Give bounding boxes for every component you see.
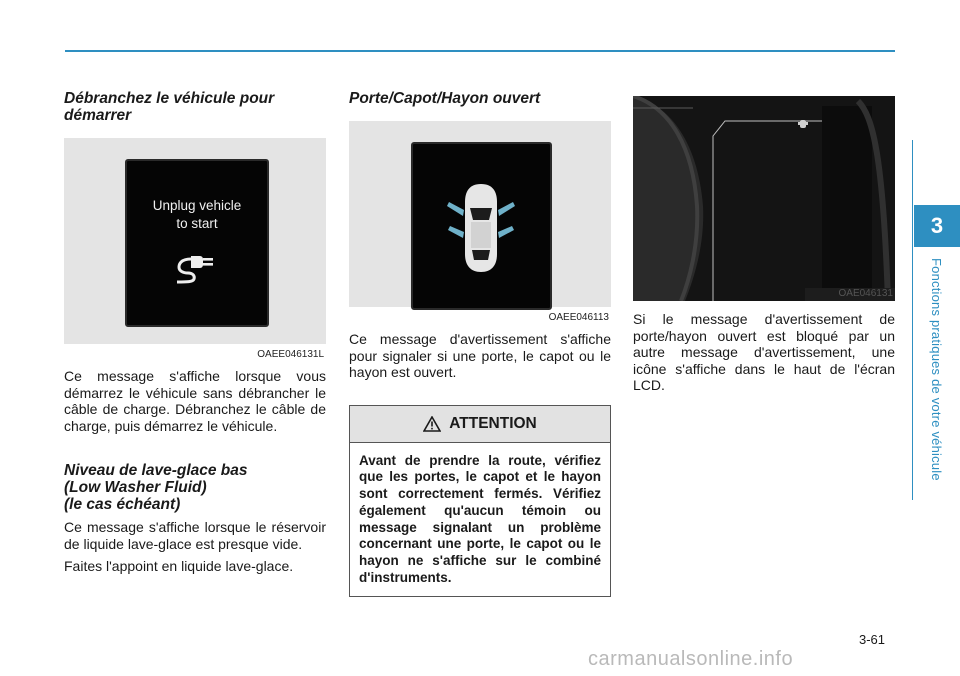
section-heading-unplug: Débranchez le véhicule pour démarrer: [64, 90, 275, 124]
heading-line: (Low Washer Fluid): [64, 479, 207, 496]
attention-header: [350, 406, 610, 443]
heading-line: (le cas échéant): [64, 496, 181, 513]
car-doors-open-icon: [441, 180, 521, 276]
screen-message: [127, 197, 267, 233]
body-door-open: Ce message d'avertissement s'affiche pour signaler si une porte, le capot ou le hayon est ouvert.: [349, 331, 611, 380]
column-left: [64, 90, 326, 581]
screen-message-line2: to start: [176, 216, 218, 231]
header-rule: [65, 50, 895, 52]
figure-code: OAEE046113: [548, 312, 609, 323]
cluster-screen: [125, 159, 269, 327]
chapter-number: 3: [930, 213, 944, 238]
figure-unplug: [64, 138, 326, 360]
watermark: carmanualsonline.info: [588, 648, 794, 670]
column-middle: [349, 90, 611, 597]
body-door-icon: Si le message d'avertissement de porte/hayon ouvert est bloqué par un autre message d'avertissement, une icône s'affiche dans le haut de l'écran LCD.: [633, 311, 895, 393]
heading-line: Niveau de lave-glace bas: [64, 462, 248, 479]
figure-door-open: [349, 121, 611, 323]
body-unplug: Ce message s'affiche lorsque vous démarrez le véhicule sans débrancher le câble de charge. Débranchez le câble de charge, puis démarrez le véhicule.: [64, 368, 326, 434]
screen-message-line1: Unplug vehicle: [152, 198, 242, 213]
figure-cluster-photo: [633, 96, 895, 301]
instrument-cluster-image: [633, 96, 895, 301]
figure-code: OAE046131: [838, 288, 893, 299]
body-washer-1: Ce message s'affiche lorsque le réservoir de liquide lave-glace est presque vide.: [64, 519, 326, 552]
chapter-title: Fonctions pratiques de votre véhicule: [929, 258, 944, 481]
attention-title: ATTENTION: [449, 414, 537, 432]
charging-plug-icon: [173, 253, 223, 287]
chapter-tab[interactable]: [914, 205, 960, 247]
warning-triangle-icon: [423, 416, 441, 432]
section-heading-washer: [64, 462, 326, 513]
side-rule: [912, 140, 913, 500]
cluster-screen: [411, 142, 552, 310]
body-washer-2: Faites l'appoint en liquide lave-glace.: [64, 558, 294, 574]
column-right: [633, 96, 895, 400]
attention-text: Avant de prendre la route, vérifiez que les portes, le capot et le hayon sont correctement fermés. Vérifiez également qu'aucun témoin ou message signalant un problème concernant une porte, le capot ou le hayon ne s'affiche sur le combiné d'instruments.: [359, 452, 601, 586]
section-heading-door-open: Porte/Capot/Hayon ouvert: [349, 90, 541, 107]
attention-box: [349, 405, 611, 597]
page-number: 3-61: [859, 632, 886, 647]
figure-code: OAEE046131L: [257, 349, 324, 360]
